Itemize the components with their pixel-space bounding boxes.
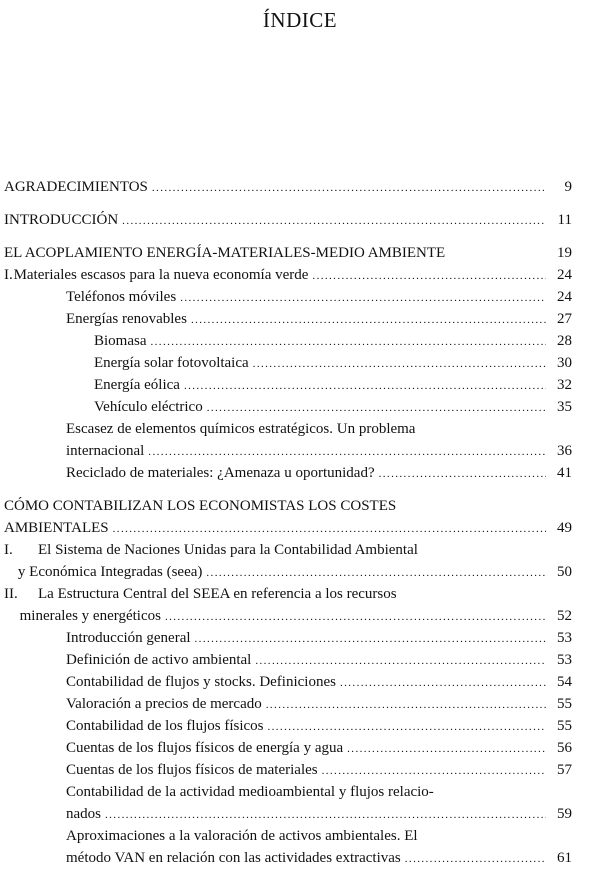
toc-entry-title: Cuentas de los flujos físicos de energía y agua: [66, 740, 344, 756]
toc-page-number: 32: [557, 377, 572, 393]
toc-entry-title: El Sistema de Naciones Unidas para la Contabilidad Ambiental: [38, 542, 418, 558]
toc-entry-title: nados: [66, 806, 101, 822]
toc-entry-title: Definición de activo ambiental: [66, 652, 252, 668]
toc-page-number: 9: [564, 179, 572, 195]
toc-page-number: 19: [557, 245, 572, 261]
toc-entry-title: Contabilidad de la actividad medioambiental y flujos relacio-: [66, 784, 434, 800]
dot-leader: [340, 672, 546, 694]
toc-page-number: 57: [557, 762, 572, 778]
toc-entry-title: y Económica Integradas (seea): [17, 564, 203, 580]
toc-entry-title: EL ACOPLAMIENTO ENERGÍA-MATERIALES-MEDIO AMBIENTE: [4, 245, 446, 261]
dot-leader: [191, 309, 546, 331]
dot-leader: [165, 606, 546, 628]
toc-entry-title: Contabilidad de los flujos físicos: [66, 718, 264, 734]
toc-page-number: 59: [557, 806, 572, 822]
dot-leader: [113, 518, 546, 540]
toc-page-number: 28: [557, 333, 572, 349]
dot-leader: [322, 760, 546, 782]
toc-entry-title: internacional: [66, 443, 145, 459]
toc-page-number: 35: [557, 399, 572, 415]
dot-leader: [312, 265, 546, 287]
toc-entry-title: método VAN en relación con las actividades extractivas: [66, 850, 401, 866]
toc-page-number: 53: [557, 630, 572, 646]
toc-entry-title: Teléfonos móviles: [66, 289, 177, 305]
toc-page-number: 24: [557, 289, 572, 305]
toc-entry-title: Energía eólica: [94, 377, 180, 393]
toc-entry-title: AMBIENTALES: [4, 520, 109, 536]
dot-leader: [151, 331, 547, 353]
page-title: ÍNDICE: [262, 8, 338, 32]
dot-leader: [347, 738, 546, 760]
toc-page-number: 49: [557, 520, 572, 536]
dot-leader: [207, 397, 546, 419]
dot-leader: [105, 804, 546, 826]
dot-leader: [266, 694, 546, 716]
toc-page-number: 53: [557, 652, 572, 668]
dot-leader: [255, 650, 546, 672]
toc-page-number: 30: [557, 355, 572, 371]
dot-leader: [405, 848, 546, 870]
dot-leader: [267, 716, 546, 738]
toc-page-number: 41: [557, 465, 572, 481]
toc-entry-title: Vehículo eléctrico: [94, 399, 203, 415]
toc-page-number: 11: [557, 212, 572, 228]
toc-entry-title: La Estructura Central del SEEA en referencia a los recursos: [38, 586, 397, 602]
toc-entry-title: Aproximaciones a la valoración de activos ambientales. El: [66, 828, 418, 844]
toc-entry-title: Biomasa: [94, 333, 147, 349]
toc-entry-number: I.: [4, 267, 13, 283]
toc-page-number: 61: [557, 850, 572, 866]
toc-entry-number: II.: [4, 586, 18, 602]
dot-leader: [184, 375, 546, 397]
toc-page-number: 27: [557, 311, 572, 327]
toc-page-number: 56: [557, 740, 572, 756]
toc-entry-title: INTRODUCCIÓN: [4, 212, 119, 228]
toc-page-number: 24: [557, 267, 572, 283]
toc-page-number: 36: [557, 443, 572, 459]
toc-page-number: 55: [557, 696, 572, 712]
toc-entry-title: Energía solar fotovoltaica: [94, 355, 249, 371]
toc-entry-title: Contabilidad de flujos y stocks. Definiciones: [66, 674, 336, 690]
toc-entry-number: I.: [4, 542, 13, 558]
dot-leader: [148, 441, 546, 463]
dot-leader: [379, 463, 546, 485]
dot-leader: [122, 210, 546, 232]
toc-entry-title: Reciclado de materiales: ¿Amenaza u oportunidad?: [66, 465, 375, 481]
toc-entry-title: Valoración a precios de mercado: [66, 696, 262, 712]
toc-page-number: 52: [557, 608, 572, 624]
dot-leader: [253, 353, 546, 375]
toc-entry-title: Materiales escasos para la nueva economía verde: [13, 267, 309, 283]
toc-page-number: 50: [557, 564, 572, 580]
toc-entry-title: Energías renovables: [66, 311, 187, 327]
toc-entry-title: CÓMO CONTABILIZAN LOS ECONOMISTAS LOS COSTES: [4, 498, 397, 514]
toc-entry-title: minerales y energéticos: [19, 608, 161, 624]
toc-entry-title: Escasez de elementos químicos estratégicos. Un problema: [66, 421, 416, 437]
toc-entry-title: Introducción general: [66, 630, 191, 646]
dot-leader: [152, 177, 546, 199]
toc-page-number: 54: [557, 674, 572, 690]
toc-page-number: 55: [557, 718, 572, 734]
dot-leader: [206, 562, 546, 584]
dot-leader: [180, 287, 546, 309]
toc-entry-title: AGRADECIMIENTOS: [4, 179, 148, 195]
dot-leader: [195, 628, 546, 650]
toc-entry-title: Cuentas de los flujos físicos de materiales: [66, 762, 318, 778]
